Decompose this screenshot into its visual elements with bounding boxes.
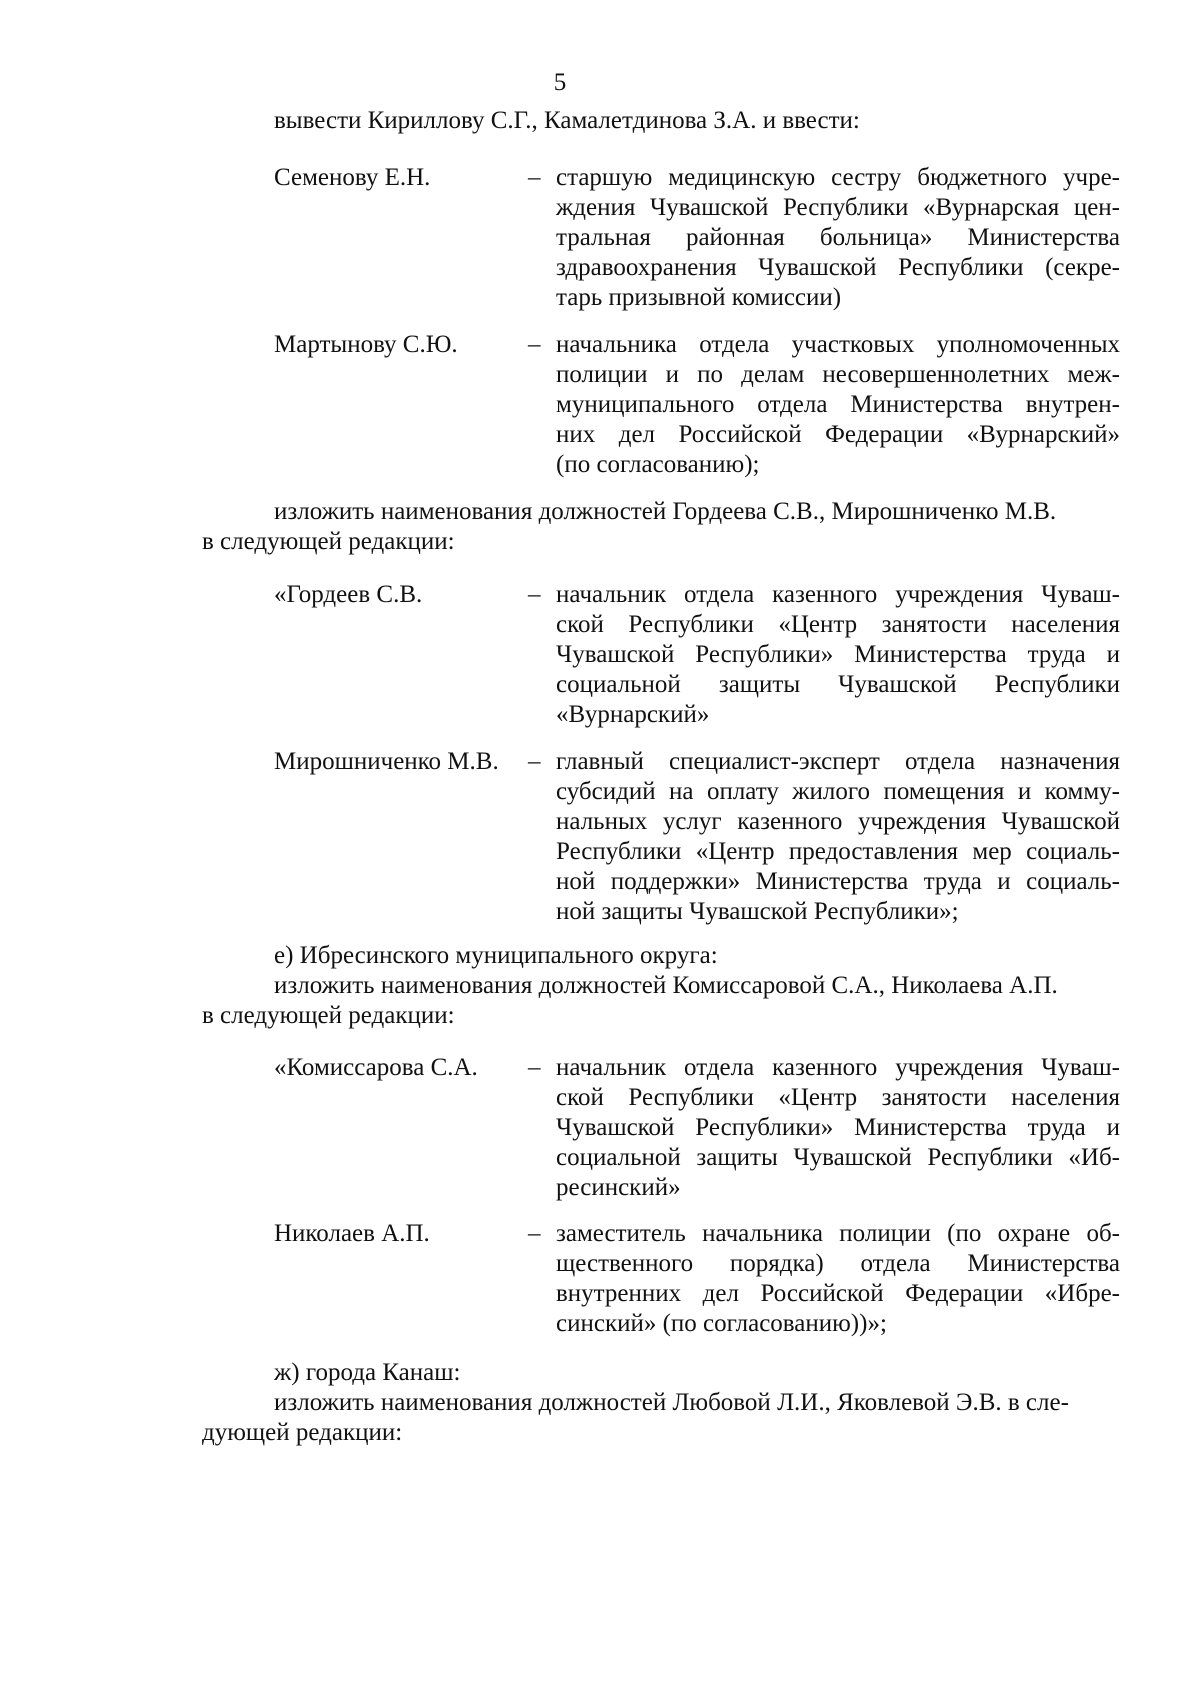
entry-description: главный специалист-эксперт отдела назначения субсидий на оплату жилого помещения и комму- нальных услуг казенного учреждения Чувашской Республики «Центр предоставления мер социаль- ной поддержки» Министерства труда и социаль- ной защиты Чувашской Республики»; (556, 748, 1120, 925)
entry-nikolaev (274, 1219, 1120, 1337)
entry-description: начальник отдела казенного учреждения Чуваш- ской Республики «Центр занятости населения Чувашской Республики» Министерства труда и социальной защиты Чувашской Республики «Иб- ресинский» (556, 1054, 1120, 1201)
entry-description: старшую медицинскую сестру бюджетного учре- ждения Чувашской Республики «Вурнарская цен- тральная районная больница» Министерства здравоохранения Чувашской Республики (секре- тарь призывной комиссии) (556, 164, 1120, 311)
entry-dash: – (528, 1054, 541, 1081)
paragraph-kanash: ж) города Канаш: изложить наименования должностей Любовой Л.И., Яковлевой Э.В. в сле- дующей редакции: (202, 1359, 1069, 1446)
entry-name: Мирошниченко М.В. (274, 748, 499, 775)
entry-gordeev (274, 580, 1120, 728)
entry-miroshnichenko (274, 747, 1120, 925)
paragraph-ibresinsky: е) Ибресинского муниципального округа: изложить наименования должностей Комиссаровой С.А., Николаева А.П. в следующей редакции: (202, 942, 1058, 1029)
entry-name: Семенову Е.Н. (274, 164, 431, 191)
page-number: 5 (553, 69, 567, 96)
entry-dash: – (528, 331, 541, 358)
entry-dash: – (528, 164, 541, 191)
entry-semenova (274, 163, 1120, 311)
entry-description: заместитель начальника полиции (по охране об- щественного порядка) отдела Министерства внутренних дел Российской Федерации «Ибре- синский» (по согласованию))»; (556, 1220, 1120, 1337)
entry-name: «Комиссарова С.А. (274, 1054, 478, 1081)
paragraph-rename-gordeev: изложить наименования должностей Гордеева С.В., Мирошниченко М.В. в следующей редакции: (202, 498, 1057, 555)
entry-name: «Гордеев С.В. (274, 581, 423, 608)
paragraph-remove-introduce: вывести Кириллову С.Г., Камалетдинова З.А. и ввести: (274, 107, 860, 134)
entry-komissarova (274, 1053, 1120, 1201)
entry-description: начальника отдела участковых уполномоченных полиции и по делам несовершеннолетних меж- муниципального отдела Министерства внутрен- них дел Российской Федерации «Вурнарский» (по согласованию); (556, 331, 1120, 478)
entry-description: начальник отдела казенного учреждения Чуваш- ской Республики «Центр занятости населения Чувашской Республики» Министерства труда и социальной защиты Чувашской Республики «Вурнарский» (556, 581, 1120, 728)
entry-name: Николаев А.П. (274, 1220, 430, 1247)
entry-dash: – (528, 1220, 541, 1247)
entry-martynova (274, 330, 1120, 478)
entry-dash: – (528, 581, 541, 608)
entry-name: Мартынову С.Ю. (274, 331, 458, 358)
entry-dash: – (528, 748, 541, 775)
